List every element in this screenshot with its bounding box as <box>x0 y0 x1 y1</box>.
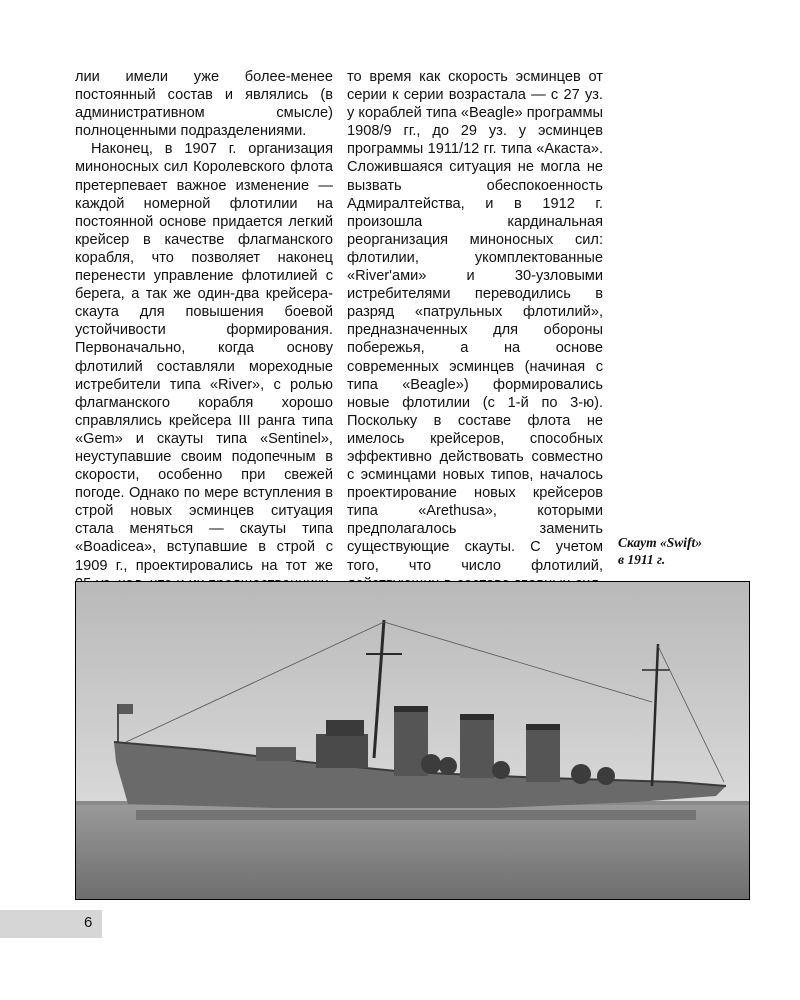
paragraph-1907: Наконец, в 1907 г. организация миноносных сил Королевского флота претерпевает важное изменение — каждой номерной флотилии на постоянной основе придается легкий крейсер в качестве флагманского корабля, что позволяет наконец перенести управление флотилией с берега, а так же один-два крейсера-скаута для повышения боевой устойчивости формирования. Первоначально, когда основу флотилий составляли мореходные истребители типа «River», с ролью флагманского корабля хорошо справлялись крейсера III ранга типа «Gem» и скауты типа «Sentinel», неуступавшие своим подопечным в скорости, особенно при свежей погоде. Однако по мере вступления в строй новых эсминцев ситуация стала меняться — скауты типа «Boadicea», вступавшие в строй с 1909 г., проектировались на тот же <box>75 141 333 574</box>
text-column-right <box>347 68 603 629</box>
text-column-left <box>75 68 333 611</box>
caption-line-2: в 1911 г. <box>618 552 666 567</box>
paragraph-continuation: лии имели уже более-менее постоянный состав и являлись (в административном смысле) полноценными подразделениями. <box>75 69 333 140</box>
page-number: 6 <box>84 914 93 931</box>
scout-swift-image <box>76 582 749 899</box>
ship-photo <box>75 581 750 900</box>
paragraph-right: то время как скорость эсминцев от серии к серии возрастала — с 27 уз. у кораблей типа «Beagle» программы 1908/9 гг., до 29 уз. у эсминцев программы 1911/12 гг. типа «Акаста». Сложившаяся ситуация не могла не вызвать обеспокоенность Адмиралтейства, и в 1912 г. произошла кардинальная реорганизация миноносных сил: флотилии, укомплектованные «River'ами» и 30-узловыми истребителями переводились в разряд «патрульных флотилий», предназначенных для обороны побережья, а на основе современных эсминцев (начиная с типа «Beagle») формировались новые флотилии (с 1-й по 3-ю). Поскольку в составе флота не имелось крейсеров, способных эффективно действовать совместно с эсминцами новых типов, началось проектирование новых крейсеров типа «Arethusa», которыми предполагалось заменить существующие скауты. С учетом того, что число флотилий, <box>347 69 603 574</box>
caption-line-1: Скаут «Swift» <box>618 535 702 550</box>
photo-caption <box>618 534 738 568</box>
